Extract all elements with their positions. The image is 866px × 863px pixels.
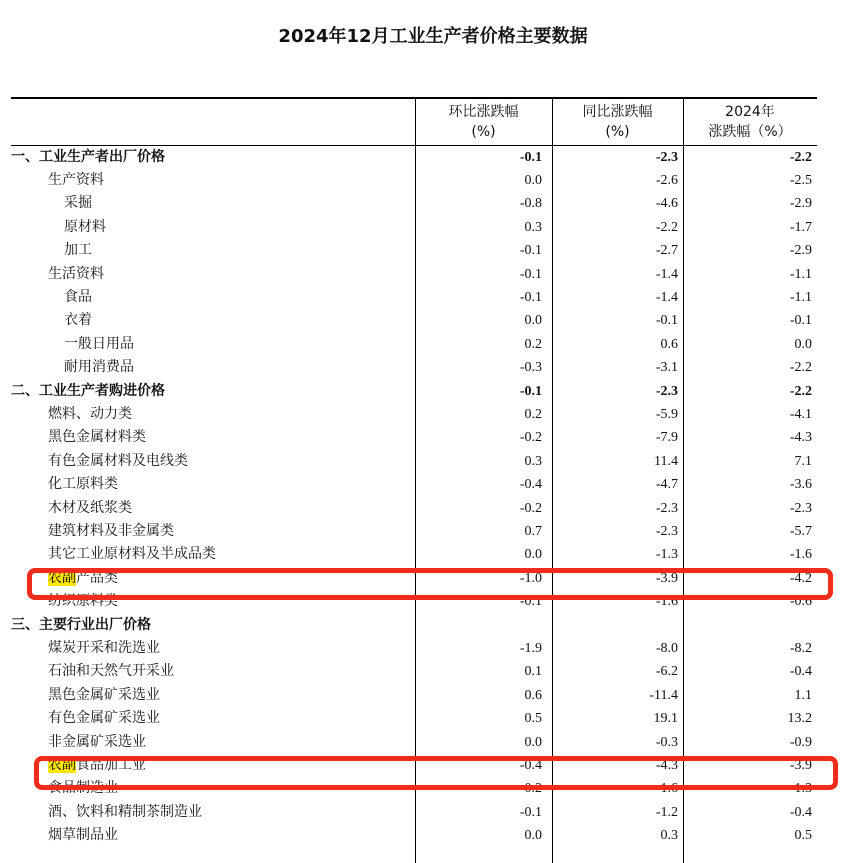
- table-row: [11, 403, 817, 426]
- table-row: [11, 801, 817, 824]
- header-ytd-title: 2024年: [725, 104, 775, 120]
- table-row: [11, 426, 817, 449]
- yoy-value: -2.3: [655, 383, 678, 399]
- yoy-value: -1.2: [655, 804, 678, 820]
- table-row: [11, 333, 817, 356]
- mom-value: -0.8: [519, 196, 542, 212]
- row-label: 加工: [64, 242, 92, 259]
- row-label: 二、工业生产者购进价格: [11, 382, 165, 399]
- mom-value: 0.3: [524, 219, 542, 235]
- mom-value: -0.2: [519, 500, 542, 516]
- ytd-value: -2.2: [789, 383, 812, 399]
- table-row: [11, 356, 817, 379]
- yoy-value: 0.6: [660, 336, 678, 352]
- header-ytd: [683, 102, 817, 142]
- yoy-value: -1.4: [655, 289, 678, 305]
- yoy-value: -3.1: [655, 360, 678, 376]
- table-row: [11, 824, 817, 847]
- ytd-value: -2.5: [789, 172, 812, 188]
- ytd-value: -1.1: [789, 266, 812, 282]
- table-row: [11, 660, 817, 683]
- row-label: 燃料、动力类: [48, 405, 132, 422]
- yoy-value: -0.3: [655, 734, 678, 750]
- ytd-value: -5.7: [789, 523, 812, 539]
- header-yoy-title: 同比涨跌幅: [582, 104, 653, 120]
- row-label: 有色金属材料及电线类: [48, 452, 188, 469]
- ytd-value: -1.1: [789, 289, 812, 305]
- ytd-value: 7.1: [794, 453, 812, 469]
- mom-value: 0.0: [524, 734, 542, 750]
- ytd-value: -1.6: [789, 547, 812, 563]
- table-row: [11, 309, 817, 332]
- yoy-value: -2.2: [655, 219, 678, 235]
- yoy-value: -11.4: [649, 687, 678, 703]
- header-mom-unit: (%): [471, 124, 496, 140]
- ytd-value: -4.1: [789, 406, 812, 422]
- ytd-value: -1.7: [789, 219, 812, 235]
- mom-value: 0.0: [524, 313, 542, 329]
- header-mom-title: 环比涨跌幅: [448, 104, 519, 120]
- mom-value: -0.4: [519, 477, 542, 493]
- table-row: [11, 614, 817, 637]
- yoy-value: -7.9: [655, 430, 678, 446]
- row-label: 一、工业生产者出厂价格: [11, 148, 165, 165]
- mom-value: 0.2: [524, 336, 542, 352]
- row-label: 黑色金属材料类: [48, 429, 146, 446]
- ytd-value: -3.6: [789, 477, 812, 493]
- ytd-value: -4.2: [789, 570, 812, 586]
- mom-value: -0.3: [519, 360, 542, 376]
- mom-value: -0.2: [519, 430, 542, 446]
- yoy-value: -2.3: [655, 149, 678, 165]
- ytd-value: -0.4: [789, 664, 812, 680]
- yoy-value: -4.6: [655, 196, 678, 212]
- yoy-value: -4.3: [655, 757, 678, 773]
- yoy-value: -1.6: [655, 594, 678, 610]
- ytd-value: -0.6: [789, 594, 812, 610]
- mom-value: -0.1: [519, 804, 542, 820]
- table-row: [11, 543, 817, 566]
- table-row: [11, 239, 817, 262]
- table-row: [11, 497, 817, 520]
- yoy-value: 0.3: [660, 828, 678, 844]
- mom-value: -1.0: [519, 570, 542, 586]
- row-label: 酒、饮料和精制茶制造业: [48, 803, 202, 820]
- highlighted-text: 农副: [48, 756, 76, 773]
- row-label: 三、主要行业出厂价格: [11, 616, 151, 633]
- row-label: 衣着: [64, 312, 92, 329]
- highlight-box-agri-products: [27, 568, 833, 600]
- row-label: 有色金属矿采选业: [48, 710, 160, 727]
- row-label: 木材及纸浆类: [48, 499, 132, 516]
- highlighted-text: 农副: [48, 569, 76, 586]
- highlight-box-agri-food-processing: [34, 756, 838, 790]
- mom-value: 0.2: [524, 781, 542, 797]
- mom-value: 0.0: [524, 828, 542, 844]
- yoy-value: -4.7: [655, 477, 678, 493]
- ytd-value: -0.1: [789, 313, 812, 329]
- row-label: 纺织原料类: [48, 593, 118, 610]
- yoy-value: -2.3: [655, 523, 678, 539]
- table-row: [11, 520, 817, 543]
- ytd-value: -0.9: [789, 734, 812, 750]
- ytd-value: 0.5: [794, 828, 812, 844]
- page-title: 2024年12月工业生产者价格主要数据: [278, 26, 588, 47]
- row-label: 一般日用品: [64, 335, 134, 352]
- table-row: [11, 192, 817, 215]
- row-label: 耐用消费品: [64, 359, 134, 376]
- ytd-value: -3.9: [789, 757, 812, 773]
- row-label: 食品: [64, 288, 92, 305]
- header-yoy: [552, 102, 683, 142]
- yoy-value: 19.1: [653, 711, 678, 727]
- table-top-rule: [11, 97, 817, 99]
- yoy-value: -0.1: [655, 313, 678, 329]
- mom-value: -0.1: [519, 383, 542, 399]
- mom-value: -0.1: [519, 149, 542, 165]
- header-ytd-unit: 涨跌幅（%）: [708, 124, 792, 140]
- ytd-value: -0.4: [789, 804, 812, 820]
- mom-value: 0.1: [524, 664, 542, 680]
- yoy-value: -1.3: [655, 547, 678, 563]
- mom-value: 0.5: [524, 711, 542, 727]
- mom-value: -0.1: [519, 289, 542, 305]
- table-row: [11, 169, 817, 192]
- yoy-value: -5.9: [655, 406, 678, 422]
- ytd-value: 0.0: [794, 336, 812, 352]
- mom-value: 0.0: [524, 547, 542, 563]
- ytd-value: -2.2: [789, 149, 812, 165]
- mom-value: 0.3: [524, 453, 542, 469]
- row-label: 食品制造业: [48, 780, 118, 797]
- mom-value: -0.1: [519, 266, 542, 282]
- yoy-value: -3.9: [655, 570, 678, 586]
- yoy-value: 11.4: [654, 453, 678, 469]
- row-label: 非金属矿采选业: [48, 733, 146, 750]
- row-label: 建筑材料及非金属类: [48, 522, 174, 539]
- label-rest: 食品加工业: [76, 756, 146, 773]
- ytd-value: -4.3: [789, 430, 812, 446]
- yoy-value: -1.6: [655, 781, 678, 797]
- table-row: [11, 731, 817, 754]
- table-row: [11, 146, 817, 169]
- ytd-value: -2.9: [789, 243, 812, 259]
- table-row: [11, 216, 817, 239]
- table-row: [11, 473, 817, 496]
- yoy-value: -2.6: [655, 172, 678, 188]
- mom-value: 0.6: [524, 687, 542, 703]
- yoy-value: -8.0: [655, 640, 678, 656]
- row-label: 生产资料: [48, 171, 104, 188]
- table-row: [11, 707, 817, 730]
- ytd-value: 13.2: [787, 711, 812, 727]
- ytd-value: -2.9: [789, 196, 812, 212]
- yoy-value: -2.7: [655, 243, 678, 259]
- table-row: [11, 263, 817, 286]
- row-label: 化工原料类: [48, 476, 118, 493]
- row-label: 石油和天然气开采业: [48, 663, 174, 680]
- table-row: [11, 684, 817, 707]
- mom-value: -0.4: [519, 757, 542, 773]
- ytd-value: -2.3: [789, 500, 812, 516]
- table-row: [11, 637, 817, 660]
- ytd-value: -1.3: [789, 781, 812, 797]
- mom-value: 0.0: [524, 172, 542, 188]
- mom-value: -0.1: [519, 243, 542, 259]
- table-row: [11, 380, 817, 403]
- ytd-value: -8.2: [789, 640, 812, 656]
- header-yoy-unit: (%): [605, 124, 630, 140]
- row-label: 原材料: [64, 218, 106, 235]
- mom-value: -0.1: [519, 594, 542, 610]
- row-label: 生活资料: [48, 265, 104, 282]
- yoy-value: -2.3: [655, 500, 678, 516]
- table-row: [11, 450, 817, 473]
- row-label: 煤炭开采和洗选业: [48, 639, 160, 656]
- mom-value: 0.2: [524, 406, 542, 422]
- table-row: [11, 286, 817, 309]
- mom-value: -1.9: [519, 640, 542, 656]
- row-label: 其它工业原材料及半成品类: [48, 546, 216, 563]
- mom-value: 0.7: [524, 523, 542, 539]
- header-mom: [415, 102, 552, 142]
- label-rest: 产品类: [76, 569, 118, 586]
- yoy-value: -6.2: [655, 664, 678, 680]
- ytd-value: -2.2: [789, 360, 812, 376]
- row-label: 采掘: [64, 195, 92, 212]
- yoy-value: -1.4: [655, 266, 678, 282]
- row-label: 黑色金属矿采选业: [48, 686, 160, 703]
- row-label: 烟草制品业: [48, 827, 118, 844]
- ytd-value: 1.1: [794, 687, 812, 703]
